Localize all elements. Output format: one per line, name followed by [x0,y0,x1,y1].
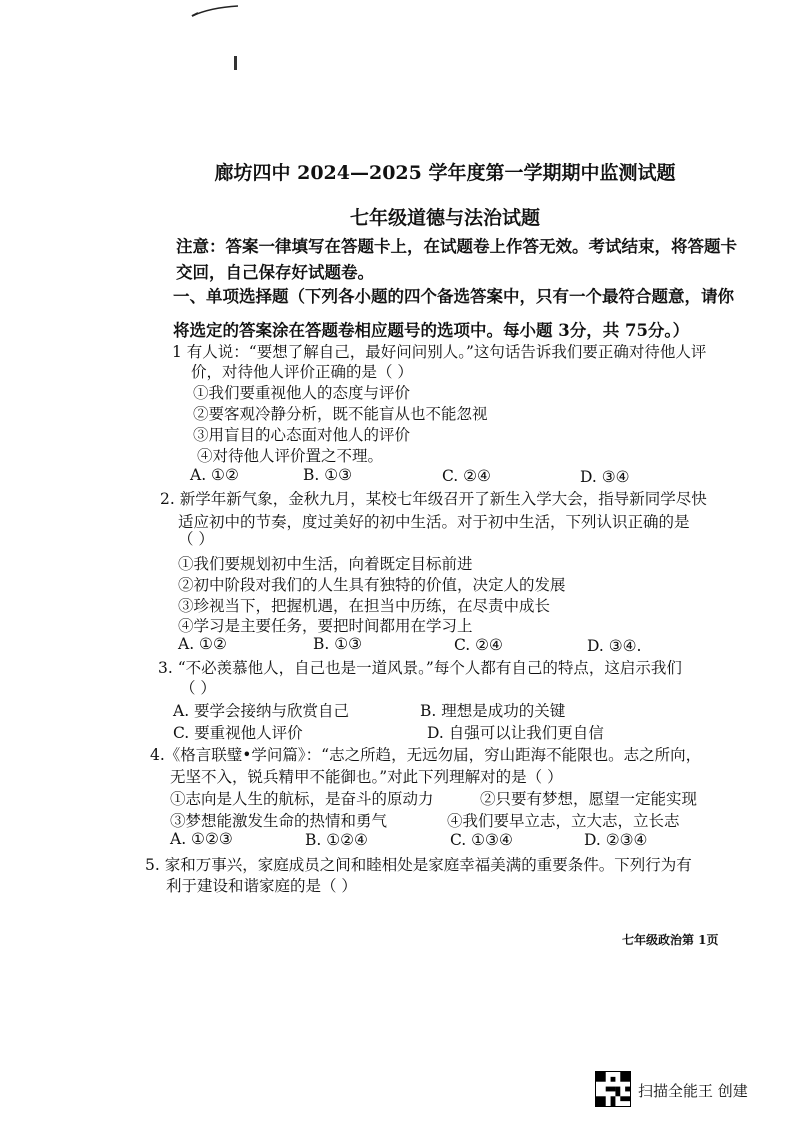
q2-statement-3: ③珍视当下，把握机遇，在担当中历练，在尽责中成长 [178,597,551,615]
q1-statement-4: ④对待他人评价置之不理。 [197,447,384,465]
qr-code-icon [596,1072,630,1106]
section-heading-line-1: 一、单项选择题（下列各小题的四个备选答案中，只有一个最符合题意，请你 [173,287,734,306]
q4-statement-4: ④我们要早立志，立大志，立长志 [447,812,680,830]
q4-option-c: C. ①③④ [450,831,513,849]
q1-statement-1: ①我们要重视他人的态度与评价 [193,384,411,402]
q2-option-b: B. ①③ [313,635,363,653]
q2-statement-2: ②初中阶段对我们的人生具有独特的价值，决定人的发展 [178,576,566,594]
q2-option-d: D. ③④. [587,637,642,655]
q3-option-b: B. 理想是成功的关键 [420,702,566,720]
exam-title: 廊坊四中 2024—2025 学年度第一学期期中监测试题 [214,162,676,184]
q2-statement-4: ④学习是主要任务，要把时间都用在学习上 [178,617,473,635]
q3-option-d: D. 自强可以让我们更自信 [427,724,604,742]
q1-statement-2: ②要客观冷静分析，既不能盲从也不能忽视 [193,405,488,423]
q3-stem-line-2: （ ） [180,679,216,697]
exam-subtitle: 七年级道德与法治试题 [349,207,540,229]
notice-line-2: 交回，自己保存好试题卷。 [176,263,374,282]
page-footer: 七年级政治第 1页 [622,933,719,947]
q1-option-c: C. ②④ [442,467,491,485]
q2-option-c: C. ②④ [454,636,503,654]
q1-option-a: A. ①② [190,466,239,484]
q4-stem-line-1: 4.《格言联璧•学问篇》：“志之所趋，无远勿届，穷山距海不能限也。志之所向， [150,746,702,764]
q5-stem-line-1: 5. 家和万事兴，家庭成员之间和睦相处是家庭幸福美满的重要条件。下列行为有 [145,856,692,874]
scanner-watermark-label: 扫描全能王 创建 [638,1082,748,1100]
q2-option-a: A. ①② [178,635,227,653]
q1-option-d: D. ③④ [580,468,630,486]
q2-stem-line-2: 适应初中的节奏，度过美好的初中生活。对于初中生活，下列认识正确的是 [178,513,690,531]
q3-option-a: A. 要学会接纳与欣赏自己 [173,702,350,720]
q1-statement-3: ③用盲目的心态面对他人的评价 [193,426,411,444]
q4-stem-line-2: 无坚不入，锐兵精甲不能御也。”对此下列理解对的是（ ） [170,768,563,786]
q2-stem-line-1: 2. 新学年新气象，金秋九月，某校七年级召开了新生入学大会，指导新同学尽快 [160,490,707,508]
q1-stem-line-1: 1 有人说：“要想了解自己，最好问问别人。”这句话告诉我们要正确对待他人评 [172,343,707,361]
q1-stem-line-2: 价，对待他人评价正确的是（ ） [191,363,413,381]
q4-statement-1: ①志向是人生的航标，是奋斗的原动力 [170,790,434,808]
q4-option-d: D. ②③④ [584,831,648,849]
section-heading-line-2: 将选定的答案涂在答题卷相应题号的选项中。每小题 3分，共 75分。） [173,321,690,340]
notice-line-1: 注意：答案一律填写在答题卡上，在试题卷上作答无效。考试结束，将答题卡 [176,237,737,256]
pen-tick-mark [234,56,237,70]
q5-stem-line-2: 利于建设和谐家庭的是（ ） [166,877,357,895]
q1-option-b: B. ①③ [303,466,353,484]
q4-statement-3: ③梦想能激发生命的热情和勇气 [170,812,388,830]
q2-statement-1: ①我们要规划初中生活，向着既定目标前进 [178,555,473,573]
q4-option-b: B. ①②④ [305,831,368,849]
q3-option-c: C. 要重视他人评价 [173,724,303,742]
q3-stem-line-1: 3. “不必羡慕他人，自己也是一道风景。”每个人都有自己的特点，这启示我们 [158,659,682,677]
pen-stroke-mark [190,4,240,18]
q4-option-a: A. ①②③ [170,830,233,848]
q2-stem-line-3: （ ） [178,530,214,548]
q4-statement-2: ②只要有梦想，愿望一定能实现 [480,790,698,808]
